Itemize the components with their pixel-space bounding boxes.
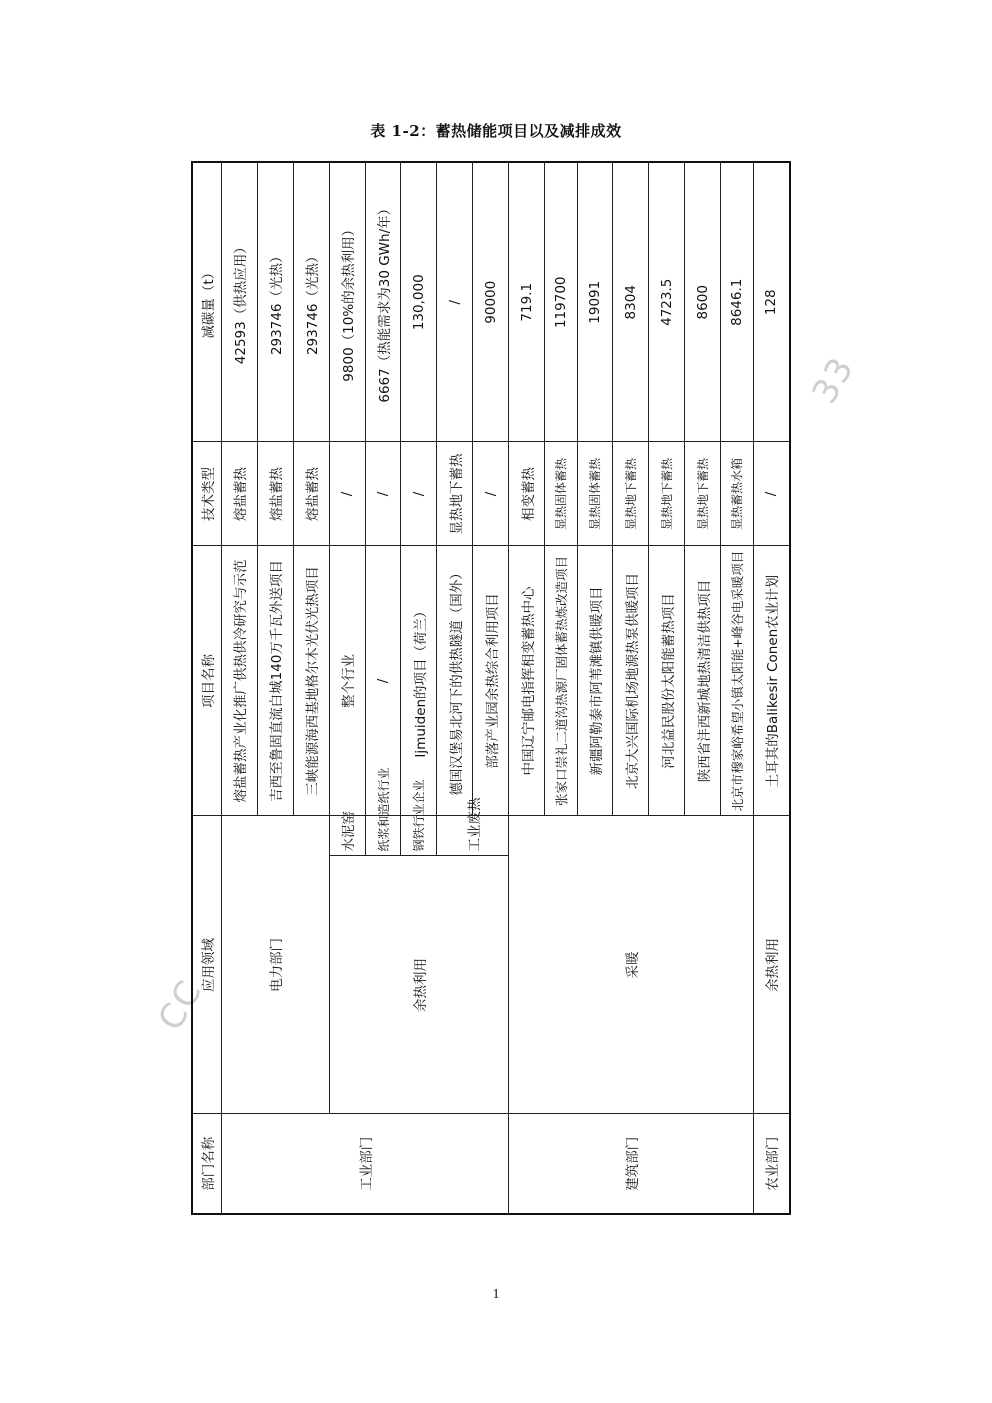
tech-cell: 熔盐蓄热 [293,442,329,546]
project-cell: 新疆阿勒泰市阿苇滩镇供暖项目 [577,546,613,816]
project-cell: Ijmuiden的项目（荷兰） [401,546,437,816]
reduction-cell: 130,000 [401,162,437,442]
tech-cell: 显热蓄热水箱 [721,442,753,546]
reduction-cell: 8304 [613,162,649,442]
tech-cell: 相变蓄热 [509,442,545,546]
project-cell: 整个行业 [329,546,365,816]
section-cement: 水泥窑 [329,816,365,856]
header-application: 应用领域 [192,816,222,1114]
tech-cell: 显热地下蓄热 [685,442,721,546]
tech-cell: / [473,442,509,546]
project-cell: 熔盐蓄热产业化推广供热供冷研究与示范 [222,546,258,816]
project-cell: 吉西至鲁固直流白城140万千瓦外送项目 [257,546,293,816]
section-steel: 钢铁行业企业 [401,816,437,856]
header-reduction: 减碳量（t） [192,162,222,442]
reduction-cell: 293746（光热） [257,162,293,442]
project-cell: 河北益民股份太阳能蓄热项目 [649,546,685,816]
project-cell: 德国汉堡易北河下的供热隧道（国外） [437,546,473,816]
table-row [222,162,258,1214]
section-waste-heat: 余热利用 [329,856,508,1114]
rotated-table-container [191,163,791,1215]
watermark: CC [150,972,211,1038]
section-agriculture: 农业部门 [753,1114,790,1214]
table-title: 表 1-2：蓄热储能项目以及减排成效 [370,122,622,140]
reduction-cell: 293746（光热） [293,162,329,442]
reduction-cell: 719.1 [509,162,545,442]
reduction-cell: 6667（热能需求为30 GWh/年） [365,162,401,442]
reduction-cell: 8646.1 [721,162,753,442]
table-row [509,162,545,1214]
reduction-cell: 119700 [545,162,577,442]
reduction-cell: 4723.5 [649,162,685,442]
project-cell: / [365,546,401,816]
tech-cell: / [365,442,401,546]
tech-cell: 显热地下蓄热 [649,442,685,546]
section-industry: 工业部门 [222,1114,509,1214]
project-cell: 三峡能源海西基地格尔木光伏光热项目 [293,546,329,816]
project-cell: 土耳其的Balikesir Conen农业计划 [753,546,790,816]
header-department: 部门名称 [192,1114,222,1214]
table-row [753,162,790,1214]
section-paper: 纸浆和造纸行业 [365,816,401,856]
header-row [192,162,222,1214]
project-cell: 张家口崇礼二道沟热源厂固体蓄热炼改造项目 [545,546,577,816]
reduction-cell: 8600 [685,162,721,442]
section-building: 建筑部门 [509,1114,753,1214]
reduction-cell: 128 [753,162,790,442]
project-cell: 中国辽宁邮电指挥相变蓄热中心 [509,546,545,816]
tech-cell: 显热地下蓄热 [437,442,473,546]
page-number: 1 [492,1287,500,1302]
project-cell: 北京市穆家峪希望小镇太阳能+峰谷电采暖项目 [721,546,753,816]
project-cell: 陕西省沣西新城地热清洁供热项目 [685,546,721,816]
tech-cell: 显热固体蓄热 [577,442,613,546]
project-cell: 北京大兴国际机场地源热泵供暖项目 [613,546,649,816]
watermark: 33 [804,349,863,411]
header-tech: 技术类型 [192,442,222,546]
tech-cell: / [401,442,437,546]
table-row [329,162,365,1214]
tech-cell: 熔盐蓄热 [222,442,258,546]
section-ag-waste-heat: 余热利用 [753,816,790,1114]
reduction-cell: 9800（10%的余热利用） [329,162,365,442]
project-cell: 部落产业园余热综合利用项目 [473,546,509,816]
tech-cell: / [753,442,790,546]
tech-cell: 显热地下蓄热 [613,442,649,546]
reduction-cell: / [437,162,473,442]
reduction-cell: 19091 [577,162,613,442]
section-heating: 采暖 [509,816,753,1114]
tech-cell: 显热固体蓄热 [545,442,577,546]
tech-cell: / [329,442,365,546]
reduction-cell: 90000 [473,162,509,442]
tech-cell: 熔盐蓄热 [257,442,293,546]
carbon-reduction-table [191,161,791,1215]
section-industrial-waste: 工业废热 [437,816,509,856]
section-power: 电力部门 [222,816,330,1114]
reduction-cell: 42593（供热应用） [222,162,258,442]
header-project: 项目名称 [192,546,222,816]
